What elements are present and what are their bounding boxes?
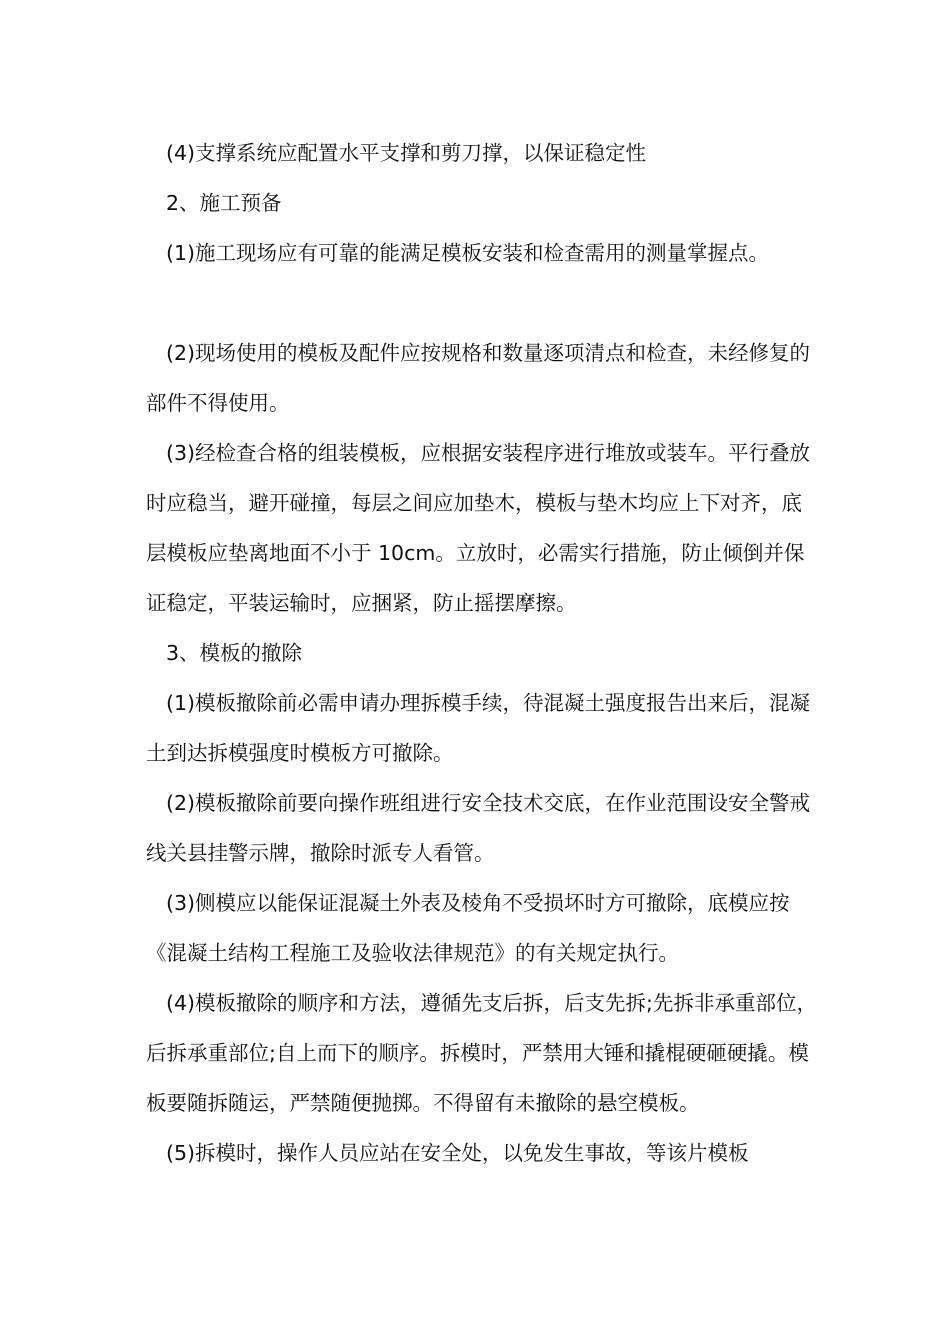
paragraph-stacking-transport: (3)经检查合格的组装模板，应根据安装程序进行堆放或装车。平行叠放时应稳当，避开碰撞，每层之间应加垫木，模板与垫木均应上下对齐，底层模板应垫离地面不小于 10cm。立放时，必需实行措施，防止倾倒并保证稳定，平装运输时，应捆紧，防止摇摆摩擦。 xyxy=(146,441,811,615)
paragraph-operator-position: (5)拆模时，操作人员应站在安全处，以免发生事故，等该片模板 xyxy=(166,1141,749,1165)
paragraph-support-system: (4)支撑系统应配置水平支撑和剪刀撑，以保证稳定性 xyxy=(166,141,647,165)
paragraph-spacer xyxy=(146,278,822,328)
paragraph-inspect-formwork: (2)现场使用的模板及配件应按规格和数量逐项清点和检查，未经修复的部件不得使用。 xyxy=(146,341,811,415)
paragraph-side-bottom-forms: (3)侧模应以能保证混凝土外表及棱角不受损坏时方可撤除，底模应按《混凝土结构工程施工及验收法律规范》的有关规定执行。 xyxy=(146,891,790,965)
paragraph-safety-briefing: (2)模板撤除前要向操作班组进行安全技术交底，在作业范围设安全警戒线关县挂警示牌，撤除时派专人看管。 xyxy=(146,791,811,865)
heading-construction-preparation: 2、施工预备 xyxy=(166,191,282,215)
document-body xyxy=(146,128,822,1178)
paragraph-survey-control-points: (1)施工现场应有可靠的能满足模板安装和检查需用的测量掌握点。 xyxy=(166,241,770,265)
paragraph-removal-order: (4)模板撤除的顺序和方法，遵循先支后拆，后支先拆;先拆非承重部位，后拆承重部位;自上而下的顺序。拆模时，严禁用大锤和撬棍硬砸硬撬。模板要随拆随运，严禁随便抛掷。不得留有未撤除的悬空模板。 xyxy=(146,991,817,1115)
paragraph-removal-permit: (1)模板撤除前必需申请办理拆模手续，待混凝土强度报告出来后，混凝土到达拆模强度时模板方可撤除。 xyxy=(146,691,811,765)
heading-formwork-removal: 3、模板的撤除 xyxy=(166,641,303,665)
